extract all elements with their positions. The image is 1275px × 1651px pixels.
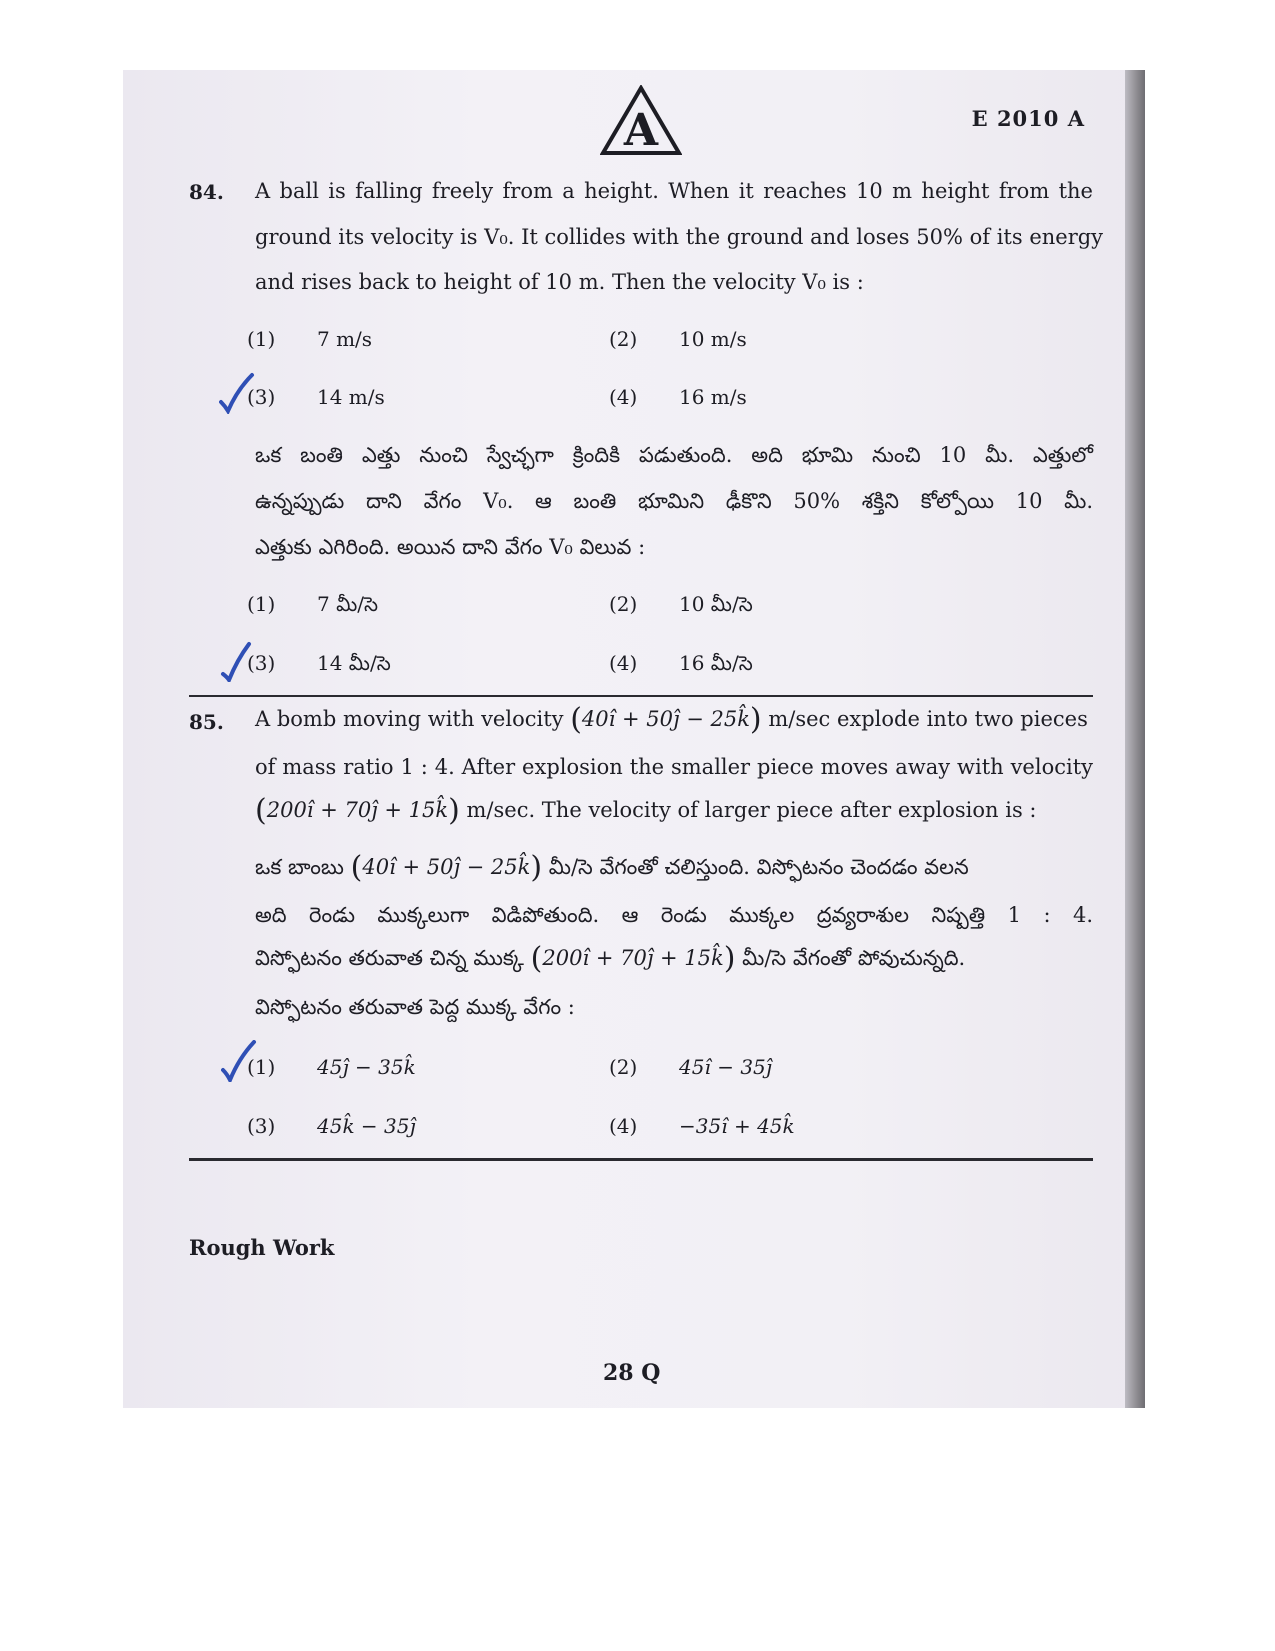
option: (4) −35î + 45k̂ [609,1114,795,1138]
rough-work-divider [189,1158,1093,1161]
question-text-line-telugu: విస్ఫోటనం తరువాత చిన్న ముక్క (200î + 70ĵ + 15k̂) మీ/సె వేగంతో పోవుచున్నది. [255,941,966,976]
option: (1) 45ĵ − 35k̂ [247,1055,416,1079]
a-triangle-logo [600,85,682,157]
section-divider [189,695,1093,697]
option: (1) 7 మీ/సె [247,592,379,616]
question-text-line: (200î + 70ĵ + 15k̂) m/sec. The velocity of larger piece after explosion is : [255,793,1037,828]
option: (4) 16 మీ/సె [609,651,753,675]
question-text-line-telugu: ఎత్తుకు ఎగిరింది. అయిన దాని వేగం V₀ విలువ : [255,535,646,559]
question-text-line-telugu: ఒక బంతి ఎత్తు నుంచి స్వేచ్ఛగా క్రిందికి పడుతుంది. అది భూమి నుంచి 10 మీ. ఎత్తులో [255,443,1093,467]
option: (3) 14 మీ/సె [247,651,391,675]
check-mark-icon [219,640,255,682]
question-text-line: and rises back to height of 10 m. Then the velocity V₀ is : [255,270,864,294]
page-edge-shadow [1125,70,1145,1408]
question-text-line: of mass ratio 1 : 4. After explosion the smaller piece moves away with velocity [255,755,1093,779]
check-mark-icon [219,372,255,414]
paper-code: E 2010 A [971,106,1085,131]
question-number: 84. [189,180,224,204]
option: (4) 16 m/s [609,385,747,409]
question-text-line: A bomb moving with velocity (40î + 50ĵ − 25k̂) m/sec explode into two pieces [255,702,1088,737]
option: (3) 14 m/s [247,385,385,409]
question-number: 85. [189,710,224,734]
exam-page [123,70,1145,1408]
option: (1) 7 m/s [247,327,373,351]
option: (3) 45k̂ − 35ĵ [247,1114,416,1138]
question-text-line-telugu: ఒక బాంబు (40î + 50ĵ − 25k̂) మీ/సె వేగంతో చలిస్తుంది. విస్ఫోటనం చెందడం వలన [255,850,969,885]
page-number: 28 Q [603,1360,661,1386]
option: (2) 10 మీ/సె [609,592,753,616]
question-text-line-telugu: విస్ఫోటనం తరువాత పెద్ద ముక్క వేగం : [255,995,575,1019]
question-text-line-telugu: అది రెండు ముక్కలుగా విడిపోతుంది. ఆ రెండు ముక్కల ద్రవ్యరాశుల నిష్పత్తి 1 : 4. [255,903,1093,927]
question-text-line-telugu: ఉన్నప్పుడు దాని వేగం V₀. ఆ బంతి భూమిని ఢీకొని 50% శక్తిని కోల్పోయి 10 మీ. [255,489,1093,513]
rough-work-label: Rough Work [189,1235,335,1260]
option: (2) 45î − 35ĵ [609,1055,772,1079]
svg-text:A: A [623,105,659,156]
option: (2) 10 m/s [609,327,747,351]
question-text-line: A ball is falling freely from a height. When it reaches 10 m height from the [255,179,1093,203]
question-text-line: ground its velocity is V₀. It collides with the ground and loses 50% of its energy [255,225,1104,249]
check-mark-icon [221,1040,257,1082]
